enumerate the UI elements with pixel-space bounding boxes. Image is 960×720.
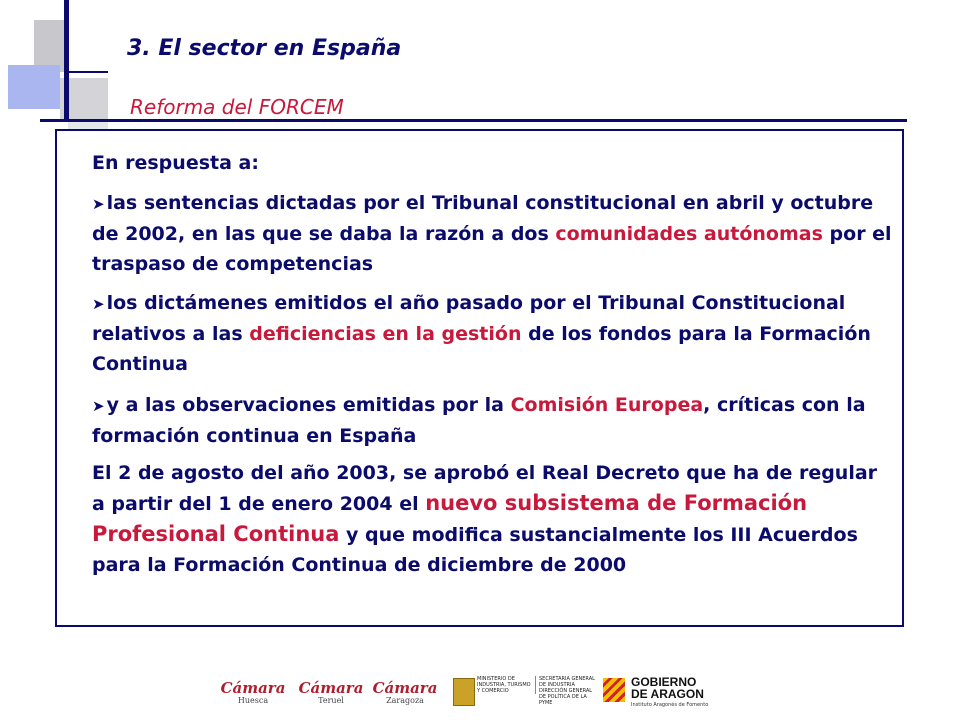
bullet-2-text-a: los dictámenes emitidos el año pasado por el Tribunal Constitucional relativos a las	[92, 292, 846, 345]
bullet-2-text-b: de los fondos para la Formación Continua	[92, 323, 871, 375]
decor-vertical-line	[64, 0, 69, 122]
final-text-b: y que modifica sustancialmente los III Acuerdos para la Formación Continua de diciembre de 2000	[92, 524, 858, 576]
decor-short-line	[64, 71, 108, 73]
secretaria-text: SECRETARIA GENERAL DE INDUSTRIA DIRECCIÓN GENERAL DE POLÍTICA DE LA PYME	[539, 676, 595, 706]
logo-gobierno-aragon	[603, 676, 743, 710]
gobierno-name	[631, 676, 704, 700]
logo-ministerio	[453, 676, 593, 708]
header-divider	[40, 119, 907, 122]
aragon-flag-icon	[603, 678, 625, 702]
arrow-bullet-icon: ➤	[92, 295, 105, 313]
arrow-bullet-icon: ➤	[92, 195, 105, 213]
bullet-1-text-a: las sentencias dictadas por el Tribunal constitucional en abril y octubre de 2002, en las que se daba la razón a dos	[92, 192, 874, 245]
bullet-3	[92, 390, 892, 451]
footer-logos	[218, 672, 738, 712]
camara-name: Cámara	[220, 679, 286, 697]
bullet-3-text-a: y a las observaciones emitidas por la	[106, 394, 511, 416]
section-title: 3. El sector en España	[127, 36, 402, 61]
logo-camara-zaragoza	[370, 680, 440, 706]
intro-text: En respuesta a:	[92, 152, 259, 174]
ministerio-text: MINISTERIO DE INDUSTRIA, TURISMO Y COMERCIO	[477, 676, 536, 694]
final-paragraph	[92, 458, 892, 580]
camara-city: Huesca	[237, 696, 269, 705]
coat-of-arms-icon	[453, 678, 475, 706]
bullet-1-text-b: por el traspaso de competencias	[92, 223, 892, 275]
bullet-3-text-b: , críticas con la formación continua en España	[92, 394, 866, 447]
final-text-a: El 2 de agosto del año 2003, se aprobó el Real Decreto que ha de regular a partir del 1 de enero 2004 el	[92, 462, 878, 515]
logo-camara-huesca	[218, 680, 288, 706]
camara-city: Teruel	[318, 696, 344, 705]
camara-city: Zaragoza	[386, 696, 424, 705]
slide-subtitle: Reforma del FORCEM	[130, 95, 344, 119]
final-highlight: nuevo subsistema de Formación Profesional Continua	[92, 491, 808, 546]
gobierno-line-2: DE ARAGON	[631, 687, 704, 701]
gobierno-sub: Instituto Aragonés de Fomento	[631, 702, 709, 708]
arrow-bullet-icon: ➤	[92, 397, 105, 415]
decor-square-blue	[8, 65, 60, 109]
camara-name: Cámara	[298, 679, 364, 697]
bullet-1-highlight: comunidades autónomas	[555, 223, 823, 245]
bullet-3-highlight: Comisión Europea	[510, 394, 704, 416]
camara-name: Cámara	[372, 679, 438, 697]
bullet-2-highlight: deficiencias en la gestión	[249, 323, 522, 345]
bullet-2	[92, 288, 892, 379]
bullet-1	[92, 188, 892, 279]
gobierno-line-1: GOBIERNO	[631, 675, 697, 689]
logo-camara-teruel	[296, 680, 366, 706]
